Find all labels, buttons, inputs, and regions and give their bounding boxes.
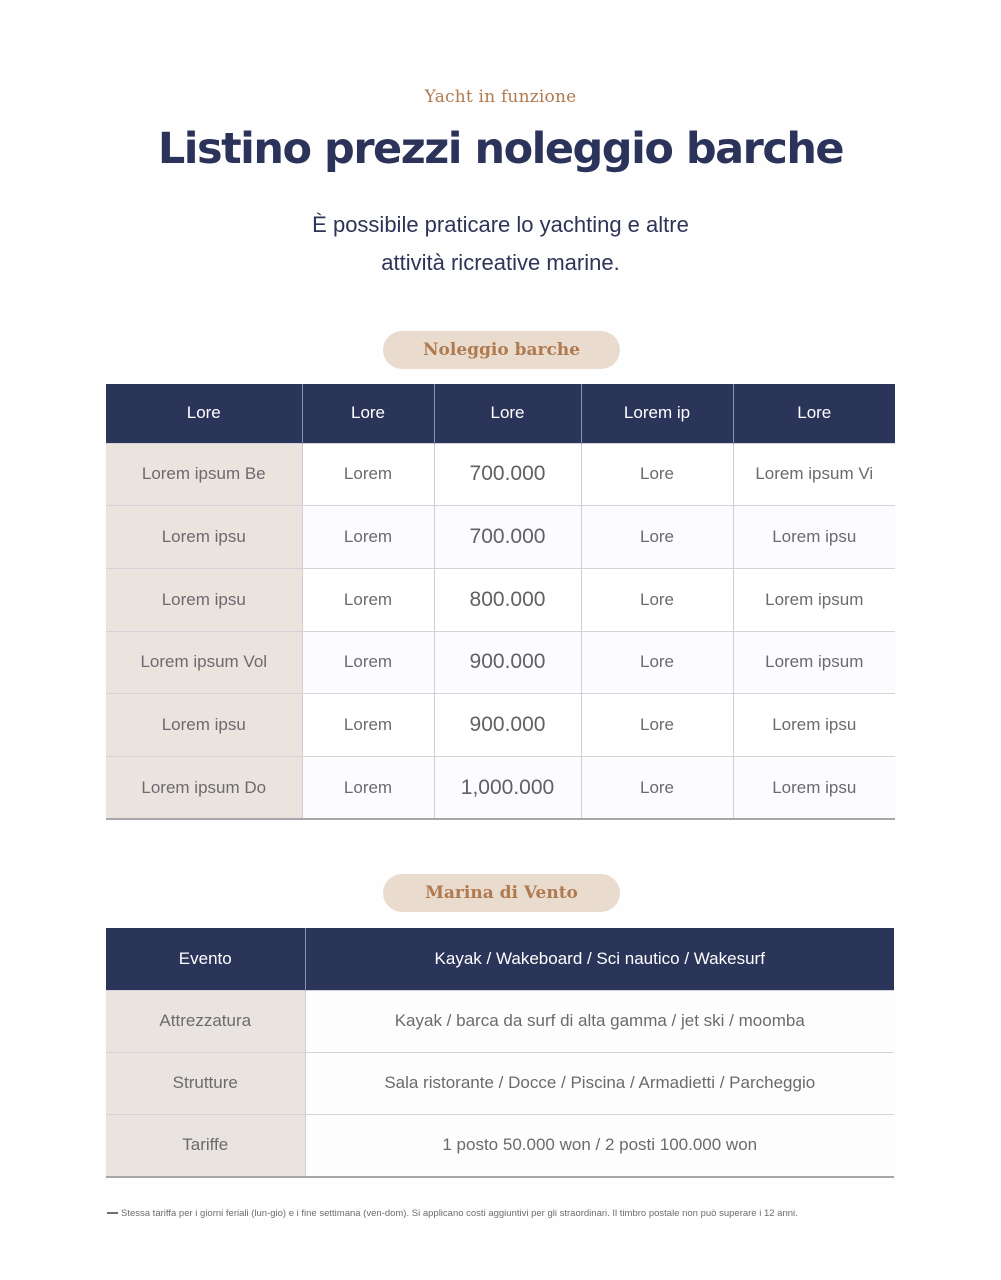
table-cell: Lore [581,443,733,506]
table-cell: Lorem [302,443,434,506]
table-cell: Lorem ipsu [733,506,895,569]
row-label-cell: Tariffe [106,1115,305,1177]
table-cell: Lorem ipsum [733,568,895,631]
subtitle-line: attività ricreative marine. [381,250,620,275]
eyebrow-text: Yacht in funzione [424,87,577,107]
marina-table [106,928,894,1178]
table-row [106,443,895,506]
boat-rental-table [106,384,895,820]
page-title: Listino prezzi noleggio barche [157,124,844,174]
table-cell: Lore [581,568,733,631]
row-label-cell: Lorem ipsu [106,694,302,757]
table-row [106,756,895,819]
section-label-marina: Marina di Vento [383,874,620,912]
table-row [106,506,895,569]
table-cell: Lore [581,631,733,694]
row-label-cell: Lorem ipsum Vol [106,631,302,694]
price-cell: 700.000 [434,443,581,506]
column-header: Evento [106,928,305,990]
table-row [106,694,895,757]
table-cell: Lorem [302,568,434,631]
table-cell: Lorem [302,631,434,694]
table-cell: Lorem [302,756,434,819]
table-row [106,1052,894,1114]
column-header: Kayak / Wakeboard / Sci nautico / Wakesurf [305,928,894,990]
table-cell: Lorem ipsum Vi [733,443,895,506]
row-label-cell: Lorem ipsu [106,568,302,631]
price-cell: 1,000.000 [434,756,581,819]
table-row [106,990,894,1052]
price-cell: 700.000 [434,506,581,569]
column-header: Lorem ip [581,384,733,443]
table-cell: Lorem ipsu [733,694,895,757]
table-cell: Lorem [302,694,434,757]
table-cell: Lorem [302,506,434,569]
table-cell: Lore [581,694,733,757]
table-header-row [106,384,895,443]
column-header: Lore [434,384,581,443]
footnote-text: Stessa tariffa per i giorni feriali (lun-gio) e i fine settimana (ven-dom). Si applicano costi aggiuntivi per gli straordinari. Il timbro postale non può superare i 12 anni. [121,1208,798,1219]
row-label-cell: Lorem ipsum Be [106,443,302,506]
table-row [106,1115,894,1177]
table-row [106,568,895,631]
dash-icon [107,1212,118,1214]
price-cell: 900.000 [434,694,581,757]
column-header: Lore [106,384,302,443]
subtitle-line: È possibile praticare lo yachting e altre [312,212,689,237]
footnote [107,1208,927,1219]
row-label-cell: Strutture [106,1052,305,1114]
table-cell: Lorem ipsum [733,631,895,694]
page-subtitle [0,206,1001,282]
table-row [106,631,895,694]
price-cell: 800.000 [434,568,581,631]
row-label-cell: Lorem ipsu [106,506,302,569]
section-label-boat-rental: Noleggio barche [383,331,620,369]
table-cell: Sala ristorante / Docce / Piscina / Armadietti / Parcheggio [305,1052,894,1114]
column-header: Lore [302,384,434,443]
column-header: Lore [733,384,895,443]
table-cell: Lore [581,506,733,569]
table-cell: Lore [581,756,733,819]
row-label-cell: Lorem ipsum Do [106,756,302,819]
table-header-row [106,928,894,990]
price-cell: 900.000 [434,631,581,694]
table-cell: Lorem ipsu [733,756,895,819]
row-label-cell: Attrezzatura [106,990,305,1052]
table-cell: 1 posto 50.000 won / 2 posti 100.000 won [305,1115,894,1177]
table-cell: Kayak / barca da surf di alta gamma / jet ski / moomba [305,990,894,1052]
